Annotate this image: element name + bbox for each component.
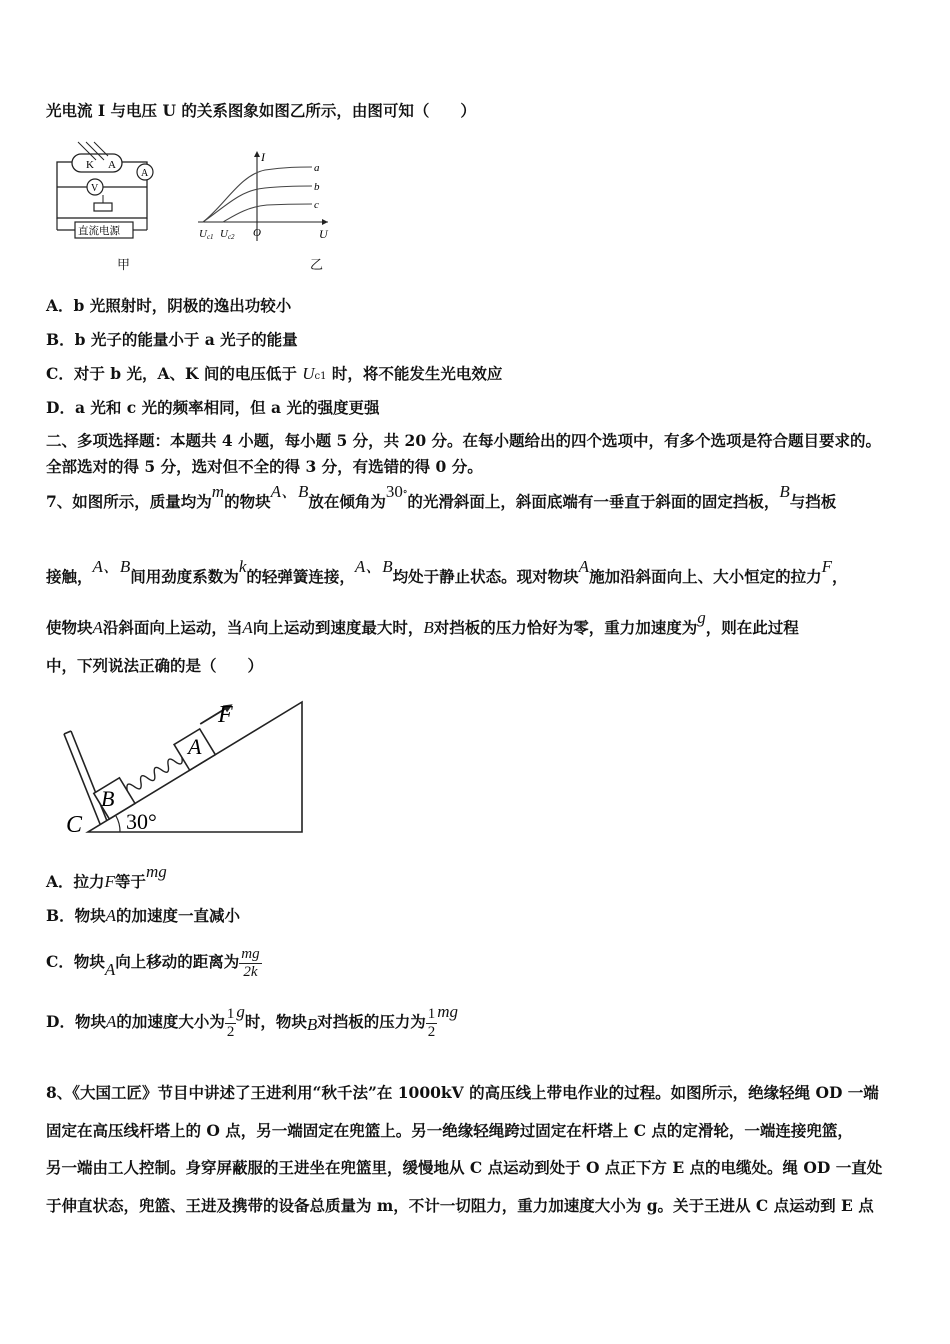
q8-line1: 8、《大国工匠》节目中讲述了王进利用“秋千法”在 1000kV 的高压线上带电作业的过程。如图所示，绝缘轻绳 OD 一端 — [46, 1083, 879, 1102]
curve-a-label: a — [314, 162, 320, 174]
circuit-diagram — [50, 140, 160, 242]
q8-line4: 于伸直状态，兜篮、王进及携带的设备总质量为 m，不计一切阻力，重力加速度大小为 g。关于王进从 C 点运动到 E 点 — [46, 1196, 874, 1215]
fig-yi-caption: 乙 — [310, 258, 324, 273]
axis-u-label: U — [319, 227, 328, 241]
q7-line1: 7、如图所示，质量均为m的物块A、B放在倾角为30°的光滑斜面上，斜面底端有一垂直于斜面的固定挡板，B与挡板 — [46, 482, 837, 511]
tube-a-label: A — [108, 159, 116, 171]
q8-line2: 固定在高压线杆塔上的 O 点，另一端固定在兜篮上。另一绝缘轻绳跨过固定在杆塔上 C 点的定滑轮，一端连接兜篮， — [46, 1121, 853, 1140]
q7-option-c: C．物块A向上移动的距离为 $\frac{mg}{2k}$ — [46, 945, 260, 980]
ammeter-label: A — [141, 168, 149, 179]
axis-i-label: I — [261, 150, 265, 164]
q6-intro: 光电流 I 与电压 U 的关系图象如图乙所示，由图可知（ ） — [46, 101, 476, 120]
q6-option-b: B．b 光子的能量小于 a 光子的能量 — [46, 330, 298, 349]
q7-line4: 中，下列说法正确的是（ ） — [46, 656, 264, 675]
rheostat-icon — [94, 203, 112, 211]
curve-c-label: c — [314, 199, 319, 211]
uc1-label: Uc1 — [199, 228, 214, 241]
block-a-label: A — [188, 734, 202, 759]
q6-option-d: D．a 光和 c 光的频率相同，但 a 光的强度更强 — [46, 398, 380, 417]
curve-b-label: b — [314, 181, 320, 193]
section2-line1: 二、多项选择题：本题共 4 小题，每小题 5 分，共 20 分。在每小题给出的四个选项中，有多个选项是符合题目要求的。 — [46, 431, 882, 450]
origin-label: O — [253, 227, 261, 239]
q6-option-c: C．对于 b 光，A、K 间的电压低于 Uc1 时，将不能发生光电效应 — [46, 364, 503, 383]
uc2-label: Uc2 — [220, 228, 235, 241]
incline-diagram — [60, 692, 310, 840]
tube-k-label: K — [86, 159, 94, 171]
q7-option-d: D．物块A的加速度大小为 $\frac{1}{2}$ g时，物块B对挡板的压力为 $\frac{1}{2}$ mg — [46, 1002, 459, 1040]
q7-line3: 使物块A沿斜面向上运动，当A向上运动到速度最大时，B对挡板的压力恰好为零，重力加速度为g，则在此过程 — [46, 608, 799, 637]
block-b-label: B — [101, 786, 115, 811]
q7-line2: 接触，A、B间用劲度系数为k的轻弹簧连接，A、B均处于静止状态。现对物块A施加沿斜面向上、大小恒定的拉力F， — [46, 557, 848, 586]
q8-line3: 另一端由工人控制。身穿屏蔽服的王进坐在兜篮里，缓慢地从 C 点运动到处于 O 点正下方 E 点的电缆处。绳 OD 一直处 — [46, 1158, 883, 1177]
curve-c — [223, 204, 312, 222]
point-c-label: C — [66, 812, 83, 838]
spring — [125, 753, 185, 795]
q7-option-a: A．拉力F等于mg — [46, 862, 167, 891]
section2-line2: 全部选对的得 5 分，选对但不全的得 3 分，有选错的得 0 分。 — [46, 457, 483, 476]
force-f-label: F — [218, 702, 233, 728]
q7-option-b: B．物块A的加速度一直减小 — [46, 906, 241, 925]
voltmeter-label: V — [91, 183, 99, 194]
q6-option-a: A．b 光照射时，阴极的逸出功较小 — [46, 296, 292, 315]
dc-source-label: 直流电源 — [78, 226, 120, 237]
incline-angle-label: 30° — [126, 809, 157, 834]
iu-graph — [195, 145, 335, 245]
fig-jia-caption: 甲 — [117, 258, 131, 273]
